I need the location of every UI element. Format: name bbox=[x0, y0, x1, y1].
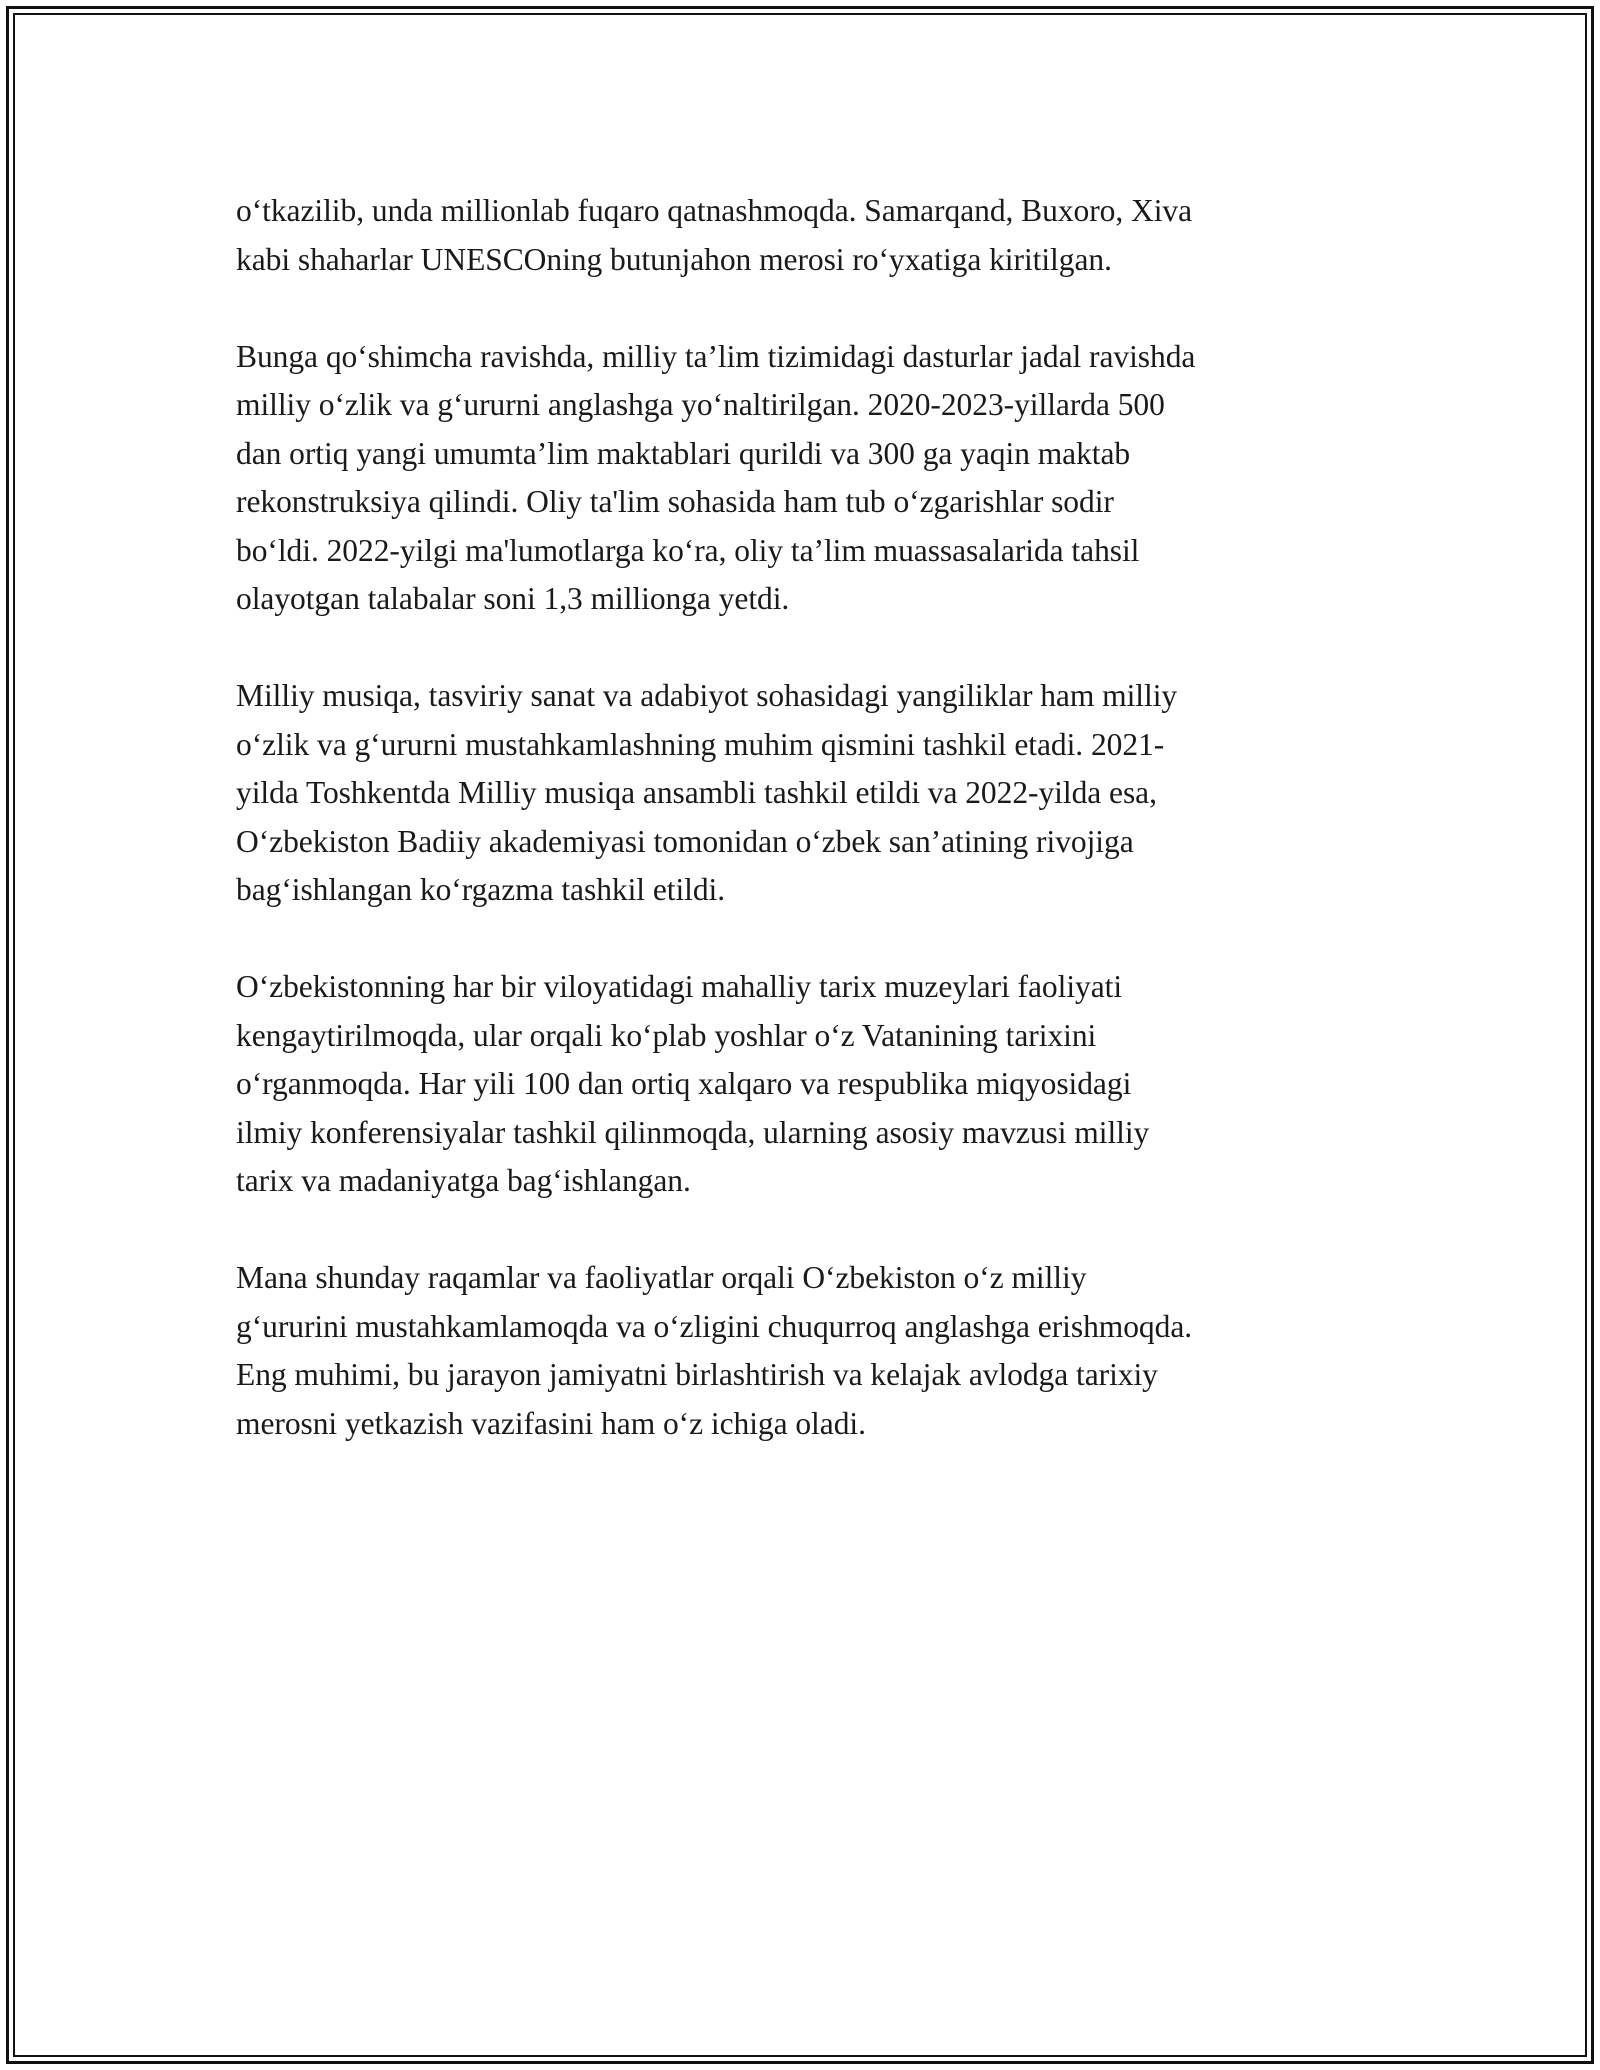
paragraph-music-arts: Milliy musiqa, tasviriy sanat va adabiyot sohasidagi yangiliklar ham milliy o‘zlik va g‘ururni mustahkamlashning muhim qismini tashkil etadi. 2021- yilda Toshkentda Milliy musiqa ansambli tashkil etildi va 2022-yilda esa, O‘zbekiston Badiiy akademiyasi tomonidan o‘zbek san’atining rivojiga bag‘ishlangan ko‘rgazma tashkil etildi. bbox=[236, 678, 1178, 907]
paragraph-conclusion: Mana shunday raqamlar va faoliyatlar orqali O‘zbekiston o‘z milliy g‘ururini mustahkamlamoqda va o‘zligini chuqurroq anglashga erishmoqda. Eng muhimi, bu jarayon jamiyatni birlashtirish va kelajak avlodga tarixiy merosni yetkazish vazifasini ham o‘z ichiga oladi. bbox=[236, 1260, 1193, 1441]
document-body bbox=[236, 187, 1366, 1497]
paragraph-museums: O‘zbekistonning har bir viloyatidagi mahalliy tarix muzeylari faoliyati kengaytirilmoqda, ular orqali ko‘plab yoshlar o‘z Vatanining tarixini o‘rganmoqda. Har yili 100 dan ortiq xalqaro va respublika miqyosidagi ilmiy konferensiyalar tashkil qilinmoqda, ularning asosiy mavzusi milliy tarix va madaniyatga bag‘ishlangan. bbox=[236, 969, 1150, 1198]
paragraph-education: Bunga qo‘shimcha ravishda, milliy ta’lim tizimidagi dasturlar jadal ravishda milliy o‘zlik va g‘ururni anglashga yo‘naltirilgan. 2020-2023-yillarda 500 dan ortiq yangi umumta’lim maktablari qurildi va 300 ga yaqin maktab rekonstruksiya qilindi. Oliy ta'lim sohasida ham tub o‘zgarishlar sodir bo‘ldi. 2022-yilgi ma'lumotlarga ko‘ra, oliy ta’lim muassasalarida tahsil olayotgan talabalar soni 1,3 millionga yetdi. bbox=[236, 338, 1196, 616]
paragraph-heritage: o‘tkazilib, unda millionlab fuqaro qatnashmoqda. Samarqand, Buxoro, Xiva kabi shaharlar UNESCOning butunjahon merosi ro‘yxatiga kiritilgan. bbox=[236, 193, 1193, 277]
